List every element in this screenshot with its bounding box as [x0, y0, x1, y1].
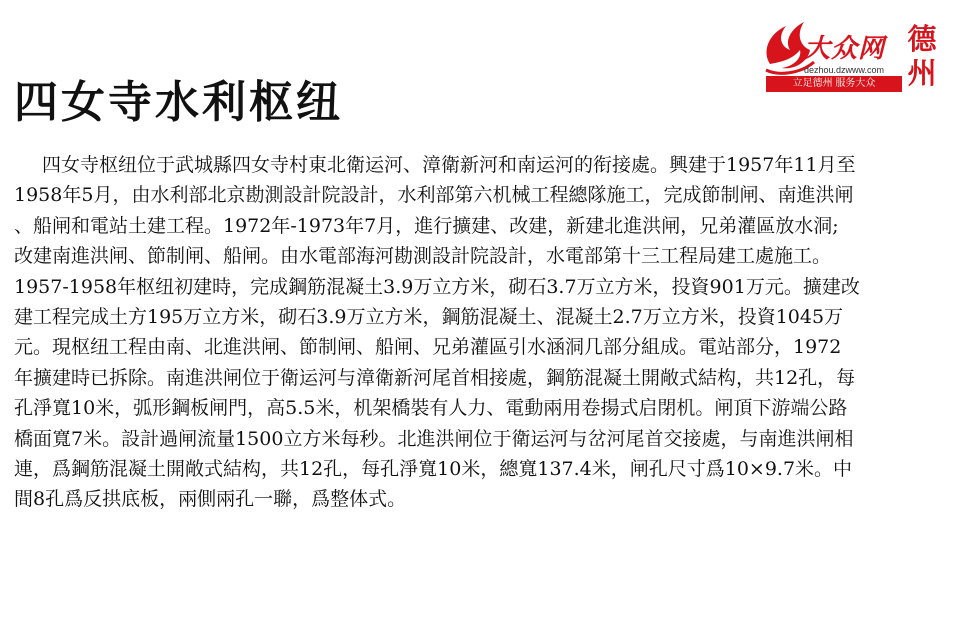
article-line: 橋面寬7米。設計過闸流量1500立方米每秒。北進洪闸位于衛运河与岔河尾首交接處，与南進洪闸相 [14, 427, 854, 450]
article-line: 四女寺枢纽位于武城縣四女寺村東北衛运河、漳衛新河和南运河的衔接處。興建于1957年11月至 [42, 154, 856, 176]
logo-city-name: 德州 [907, 22, 937, 90]
article-line: 、船闸和電站土建工程。1972年-1973年7月，進行擴建、改建，新建北進洪闸，兄弟灌區放水洞; [14, 214, 839, 237]
article-line: 孔淨寬10米，弧形鋼板闸門，高5.5米，机架橋裝有人力、電動兩用卷揚式启閉机。闸頂下游端公路 [14, 397, 848, 420]
article-line: 年擴建時已拆除。南進洪闸位于衛运河与漳衛新河尾首相接處，鋼筋混凝土開敞式結构，共12孔，每 [14, 366, 856, 389]
article-line: 1958年5月，由水利部北京勘測設計院設計，水利部第六机械工程總隊施工，完成節制闸、南進洪闸 [14, 184, 854, 207]
article-line: 建工程完成土方195万立方米，砌石3.9万立方米，鋼筋混凝土、混凝土2.7万立方米，投資1045万 [14, 305, 844, 328]
logo-slogan: 立足德州 服务大众 [766, 76, 902, 92]
article-body [14, 150, 940, 515]
article-line: 間8孔爲反拱底板，兩側兩孔一聯，爲整体式。 [14, 488, 407, 511]
article-line: 1957-1958年枢纽初建時，完成鋼筋混凝土3.9万立方米，砌石3.7万立方米，投資901万元。擴建改 [14, 275, 860, 298]
article-line: 改建南進洪闸、節制闸、船闸。由水電部海河勘測設計院設計，水電部第十三工程局建工處施工。 [14, 245, 832, 268]
site-logo[interactable] [760, 16, 946, 94]
logo-domain: dezhou.dzwww.com [804, 65, 885, 75]
article-line: 元。現枢纽工程由南、北進洪闸、節制闸、船闸、兄弟灌區引水涵洞几部分組成。電站部分，1972 [14, 336, 842, 359]
logo-brand-name: 大众网 [804, 34, 886, 64]
article-line: 連，爲鋼筋混凝土開敞式結构，共12孔，每孔淨寬10米，總寬137.4米，闸孔尺寸爲10×9.7米。中 [14, 457, 853, 480]
page-title: 四女寺水利枢纽 [14, 77, 343, 129]
